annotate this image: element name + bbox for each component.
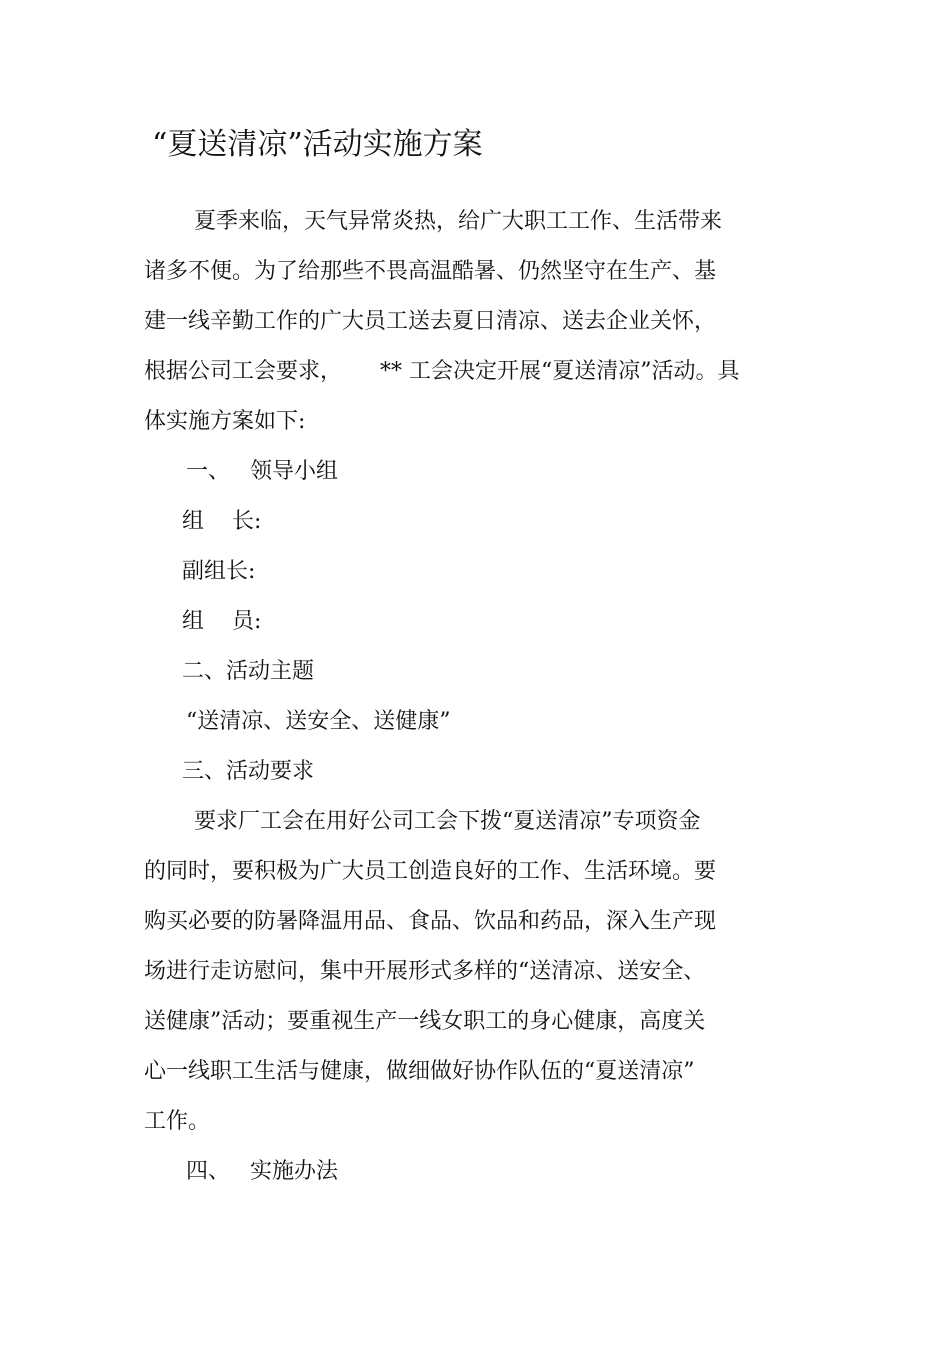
section-heading-requirements: 三、活动要求	[182, 759, 315, 784]
requirements-line-4: 场进行走访慰问，集中开展形式多样的“送清凉、送安全、	[144, 959, 706, 984]
leader-label-char: 组	[182, 509, 205, 534]
section-title: 实施办法	[250, 1159, 339, 1184]
requirements-line-3: 购买必要的防暑降温用品、食品、饮品和药品，深入生产现	[144, 909, 717, 934]
section-number: 四、	[186, 1159, 231, 1184]
section-heading-implementation	[186, 1157, 338, 1187]
requirements-line-1: 要求厂工会在用好公司工会下拨“夏送清凉”专项资金	[194, 809, 701, 834]
requirements-line-7: 工作。	[144, 1109, 211, 1134]
section-heading-leadership	[186, 457, 338, 487]
section-title: 领导小组	[250, 459, 339, 484]
member-label-rest: 员:	[232, 609, 262, 634]
intro-line-2: 诸多不便。为了给那些不畏高温酷暑、仍然坚守在生产、基	[144, 259, 717, 284]
member-label-char: 组	[182, 609, 205, 634]
intro-line-3: 建一线辛勤工作的广大员工送去夏日清凉、送去企业关怀，	[144, 309, 717, 334]
intro-line-4-part-a: 根据公司工会要求，	[144, 359, 343, 384]
requirements-line-2: 的同时，要积极为广大员工创造良好的工作、生活环境。要	[144, 859, 717, 884]
requirements-line-5: 送健康”活动；要重视生产一线女职工的身心健康，高度关	[144, 1009, 706, 1034]
document-title: “夏送清凉”活动实施方案	[152, 127, 483, 162]
section-number: 一、	[186, 459, 231, 484]
deputy-leader-label: 副组长:	[182, 559, 256, 584]
intro-line-1: 夏季来临，天气异常炎热，给广大职工工作、生活带来	[194, 209, 723, 234]
leader-label-rest: 长:	[232, 509, 262, 534]
requirements-line-6: 心一线职工生活与健康，做细做好协作队伍的“夏送清凉”	[144, 1059, 695, 1084]
intro-line-4	[144, 357, 740, 387]
section-heading-theme: 二、活动主题	[182, 659, 315, 684]
leader-label	[182, 507, 261, 537]
intro-line-4-part-b: ** 工会决定开展“夏送清凉”活动。具	[380, 359, 740, 384]
intro-line-5: 体实施方案如下:	[144, 409, 306, 434]
member-label	[182, 607, 261, 637]
theme-text: “送清凉、送安全、送健康”	[186, 709, 451, 734]
